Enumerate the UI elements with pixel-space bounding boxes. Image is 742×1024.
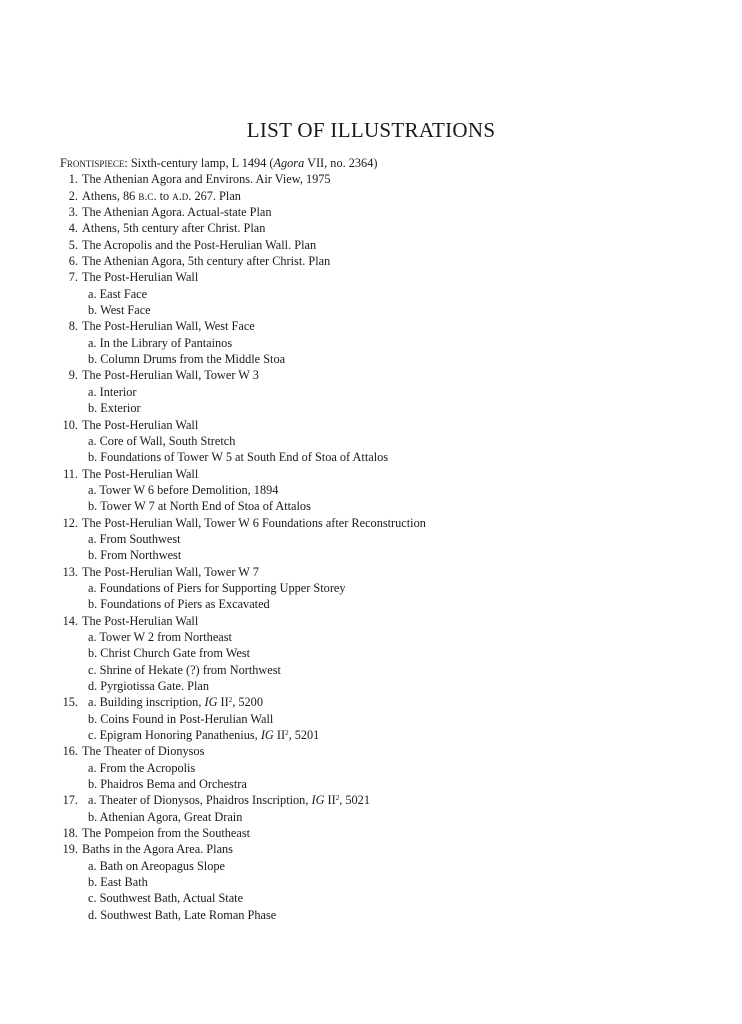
frontispiece-text-post: VII, no. 2364) — [304, 156, 378, 170]
illustration-subentry — [60, 711, 720, 727]
illustration-entry — [60, 253, 720, 269]
entry-number: 9. — [68, 368, 78, 383]
illustration-subentry — [60, 809, 720, 825]
illustration-entry — [60, 188, 720, 204]
text-fragment: , 5021 — [339, 793, 370, 808]
illustration-entry — [60, 564, 720, 580]
entry-number: 17. — [62, 793, 78, 808]
illustration-subentry — [60, 384, 720, 400]
text-fragment: to — [156, 188, 173, 203]
entry-title: Baths in the Agora Area. Plans — [82, 842, 233, 857]
illustration-entry — [60, 743, 720, 759]
illustration-entry — [60, 694, 720, 710]
illustration-subentry — [60, 776, 720, 792]
entry-number: 4. — [68, 221, 78, 236]
text-fragment: II — [273, 728, 286, 743]
illustration-subentry — [60, 727, 720, 743]
entry-number: 6. — [68, 254, 78, 269]
text-fragment: IG — [260, 728, 274, 743]
text-fragment: , 5201 — [288, 728, 320, 743]
illustration-subentry — [60, 874, 720, 890]
subentry-title: a. Core of Wall, South Stretch — [88, 433, 236, 448]
illustration-entry — [60, 171, 720, 187]
illustration-entry — [60, 613, 720, 629]
entry-title: The Post-Herulian Wall, Tower W 7 — [82, 564, 259, 579]
entry-number: 13. — [62, 564, 78, 579]
illustration-subentry — [60, 351, 720, 367]
illustration-subentry — [60, 286, 720, 302]
illustration-subentry — [60, 449, 720, 465]
text-fragment: 2 — [335, 794, 340, 803]
frontispiece-italic: Agora — [273, 156, 305, 170]
text-fragment: II — [217, 695, 229, 710]
subentry-title: d. Southwest Bath, Late Roman Phase — [88, 907, 277, 922]
entry-number: 3. — [68, 205, 78, 220]
subentry-title: b. East Bath — [88, 875, 148, 890]
subentry-title: b. Coins Found in Post-Herulian Wall — [88, 711, 274, 726]
entry-number: 19. — [62, 842, 78, 857]
illustration-subentry — [60, 335, 720, 351]
entry-title: The Post-Herulian Wall — [82, 466, 199, 481]
subentry-title: b. Foundations of Piers as Excavated — [88, 597, 270, 612]
entry-title — [82, 792, 370, 808]
subentry-title: b. From Northwest — [88, 548, 182, 563]
frontispiece-entry — [60, 155, 720, 171]
entry-title: The Post-Herulian Wall — [82, 417, 199, 432]
entry-title: The Post-Herulian Wall — [82, 270, 199, 285]
frontispiece-text-pre: Sixth-century lamp, L 1494 ( — [127, 156, 274, 170]
illustration-subentry — [60, 760, 720, 776]
text-fragment: a. Building inscription, — [88, 695, 205, 710]
entry-title: The Acropolis and the Post-Herulian Wall. Plan — [82, 237, 317, 252]
illustration-subentry — [60, 907, 720, 923]
entry-number: 11. — [63, 466, 78, 481]
text-fragment: 2 — [228, 696, 233, 705]
text-fragment: 267. Plan — [191, 188, 241, 203]
subentry-title: a. Tower W 6 before Demolition, 1894 — [88, 482, 279, 497]
entry-title: The Post-Herulian Wall, West Face — [82, 319, 255, 334]
entry-title: The Athenian Agora. Actual-state Plan — [82, 205, 272, 220]
subentry-title: a. Tower W 2 from Northeast — [88, 629, 232, 644]
illustration-subentry — [60, 302, 720, 318]
entry-number: 10. — [62, 417, 78, 432]
text-fragment: IG — [311, 793, 325, 808]
subentry-title: a. Bath on Areopagus Slope — [88, 858, 225, 873]
page-title: LIST OF ILLUSTRATIONS — [246, 118, 496, 142]
illustration-entry — [60, 466, 720, 482]
entry-number: 7. — [68, 270, 78, 285]
illustrations-list — [60, 155, 720, 923]
entry-title: The Pompeion from the Southeast — [82, 826, 251, 841]
subentry-title: a. Interior — [88, 384, 137, 399]
subentry-title — [88, 727, 319, 743]
illustration-subentry — [60, 890, 720, 906]
subentry-title: b. West Face — [88, 303, 151, 318]
entry-title: The Post-Herulian Wall, Tower W 3 — [82, 368, 259, 383]
subentry-title: b. Exterior — [88, 401, 141, 416]
text-fragment: Athens, 86 — [82, 188, 139, 203]
subentry-title: b. Athenian Agora, Great Drain — [88, 809, 243, 824]
subentry-title: a. East Face — [88, 286, 148, 301]
text-fragment: 2 — [285, 729, 289, 738]
illustration-subentry — [60, 858, 720, 874]
illustration-subentry — [60, 400, 720, 416]
text-fragment: a.d. — [172, 188, 192, 203]
entry-number: 5. — [68, 237, 78, 252]
illustration-subentry — [60, 433, 720, 449]
entry-title — [82, 694, 263, 710]
entry-number: 2. — [68, 188, 78, 203]
illustration-subentry — [60, 678, 720, 694]
subentry-title: c. Shrine of Hekate (?) from Northwest — [88, 662, 281, 677]
illustration-entry — [60, 220, 720, 236]
subentry-title: d. Pyrgiotissa Gate. Plan — [88, 679, 210, 693]
frontispiece-label: Frontispiece: — [60, 156, 128, 170]
entry-title: The Post-Herulian Wall, Tower W 6 Foundations after Reconstruction — [82, 515, 426, 530]
illustration-entry — [60, 417, 720, 433]
illustration-entry — [60, 367, 720, 383]
illustration-subentry — [60, 482, 720, 498]
illustration-subentry — [60, 629, 720, 645]
subentry-title: c. Southwest Bath, Actual State — [88, 891, 244, 906]
illustration-subentry — [60, 645, 720, 661]
illustration-entry — [60, 825, 720, 841]
entry-title — [82, 188, 241, 204]
subentry-title: b. Foundations of Tower W 5 at South End of Stoa of Attalos — [88, 450, 389, 465]
text-fragment: , 5200 — [232, 695, 263, 710]
illustration-entry — [60, 841, 720, 857]
illustration-entry — [60, 269, 720, 285]
illustration-subentry — [60, 547, 720, 563]
entry-title: Athens, 5th century after Christ. Plan — [82, 221, 266, 236]
subentry-title: a. From Southwest — [88, 531, 181, 546]
entry-number: 12. — [62, 515, 78, 530]
illustration-subentry — [60, 596, 720, 612]
text-fragment: IG — [204, 695, 218, 710]
illustration-subentry — [60, 580, 720, 596]
entry-title: The Theater of Dionysos — [82, 744, 205, 759]
illustration-subentry — [60, 531, 720, 547]
text-fragment: a. Theater of Dionysos, Phaidros Inscription, — [88, 793, 312, 808]
text-fragment: b.c. — [138, 188, 157, 203]
entry-number: 14. — [62, 613, 78, 628]
subentry-title: a. In the Library of Pantainos — [88, 335, 233, 350]
subentry-title: b. Christ Church Gate from West — [88, 646, 251, 661]
subentry-title: b. Column Drums from the Middle Stoa — [88, 352, 286, 367]
illustration-entry — [60, 792, 720, 808]
illustration-entry — [60, 204, 720, 220]
illustration-subentry — [60, 498, 720, 514]
illustration-subentry — [60, 662, 720, 678]
entry-number: 16. — [62, 744, 78, 759]
entry-number: 8. — [68, 319, 78, 334]
illustration-entry — [60, 237, 720, 253]
subentry-title: b. Phaidros Bema and Orchestra — [88, 777, 247, 792]
entry-number: 18. — [62, 826, 78, 841]
subentry-title: a. From the Acropolis — [88, 760, 196, 775]
entry-title: The Athenian Agora, 5th century after Christ. Plan — [82, 254, 331, 269]
subentry-title: a. Foundations of Piers for Supporting Upper Storey — [88, 580, 346, 595]
entry-number: 1. — [68, 172, 78, 187]
subentry-title: b. Tower W 7 at North End of Stoa of Attalos — [88, 499, 311, 514]
illustration-entry — [60, 318, 720, 334]
text-fragment: c. Epigram Honoring Panathenius, — [88, 728, 261, 743]
entry-number: 15. — [62, 695, 78, 710]
entry-title: The Athenian Agora and Environs. Air View, 1975 — [82, 172, 331, 187]
text-fragment: II — [324, 793, 336, 808]
illustration-entry — [60, 515, 720, 531]
entry-title: The Post-Herulian Wall — [82, 613, 199, 628]
